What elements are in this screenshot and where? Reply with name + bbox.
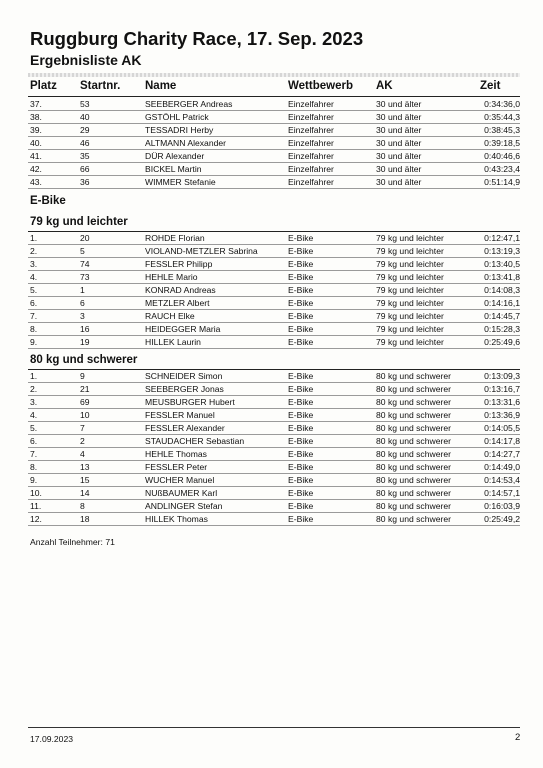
cell-wettbewerb: E-Bike (288, 514, 314, 524)
cell-platz: 9. (30, 475, 38, 485)
table-row (0, 245, 543, 258)
table-row (0, 150, 543, 163)
cell-name: HEHLE Thomas (145, 449, 207, 459)
cell-zeit: 0:14:17,8 (484, 436, 520, 446)
cell-ak: 79 kg und leichter (376, 324, 444, 334)
cell-ak: 30 und älter (376, 164, 422, 174)
table-row (0, 474, 543, 487)
table-header-line (28, 96, 520, 97)
cell-ak: 80 kg und schwerer (376, 410, 451, 420)
cell-zeit: 0:13:09,3 (484, 371, 520, 381)
cell-platz: 8. (30, 462, 38, 472)
cell-name: METZLER Albert (145, 298, 210, 308)
table-row (0, 232, 543, 245)
cell-platz: 2. (30, 384, 38, 394)
cell-startnr: 10 (80, 410, 90, 420)
column-header-startnr: Startnr. (80, 80, 121, 92)
cell-ak: 80 kg und schwerer (376, 397, 451, 407)
cell-wettbewerb: E-Bike (288, 324, 314, 334)
cell-startnr: 36 (80, 177, 90, 187)
cell-startnr: 74 (80, 259, 90, 269)
cell-ak: 80 kg und schwerer (376, 449, 451, 459)
cell-wettbewerb: Einzelfahrer (288, 177, 334, 187)
cell-ak: 79 kg und leichter (376, 337, 444, 347)
cell-platz: 4. (30, 410, 38, 420)
cell-startnr: 5 (80, 246, 85, 256)
cell-wettbewerb: E-Bike (288, 384, 314, 394)
cell-name: HEHLE Mario (145, 272, 198, 282)
cell-zeit: 0:13:41,8 (484, 272, 520, 282)
cell-platz: 42. (30, 164, 42, 174)
page-subtitle: Ergebnisliste AK (30, 52, 142, 68)
cell-startnr: 2 (80, 436, 85, 446)
cell-ak: 80 kg und schwerer (376, 436, 451, 446)
cell-name: KONRAD Andreas (145, 285, 216, 295)
cell-ak: 79 kg und leichter (376, 285, 444, 295)
cell-ak: 79 kg und leichter (376, 272, 444, 282)
cell-wettbewerb: E-Bike (288, 246, 314, 256)
table-row (0, 310, 543, 323)
cell-startnr: 35 (80, 151, 90, 161)
table-row (0, 487, 543, 500)
table-row (0, 124, 543, 137)
header-divider (28, 73, 520, 77)
cell-zeit: 0:14:49,0 (484, 462, 520, 472)
table-row (0, 163, 543, 176)
cell-zeit: 0:34:36,0 (484, 99, 520, 109)
cell-platz: 40. (30, 138, 42, 148)
cell-startnr: 53 (80, 99, 90, 109)
table-row (0, 370, 543, 383)
cell-platz: 4. (30, 272, 38, 282)
cell-startnr: 18 (80, 514, 90, 524)
cell-zeit: 0:13:31,6 (484, 397, 520, 407)
cell-zeit: 0:14:57,1 (484, 488, 520, 498)
cell-platz: 8. (30, 324, 38, 334)
table-row (0, 435, 543, 448)
cell-name: MEUSBURGER Hubert (145, 397, 235, 407)
footer-date: 17.09.2023 (30, 734, 74, 744)
table-row (0, 448, 543, 461)
cell-name: SCHNEIDER Simon (145, 371, 223, 381)
cell-ak: 80 kg und schwerer (376, 423, 451, 433)
column-header-wettbewerb: Wettbewerb (288, 80, 353, 92)
participant-count: Anzahl Teilnehmer: 71 (30, 537, 115, 547)
page-number: 2 (515, 732, 521, 743)
table-row (0, 271, 543, 284)
cell-startnr: 14 (80, 488, 90, 498)
cell-platz: 43. (30, 177, 42, 187)
cell-wettbewerb: Einzelfahrer (288, 112, 334, 122)
cell-name: SEEBERGER Jonas (145, 384, 224, 394)
cell-platz: 1. (30, 233, 38, 243)
section-title: E-Bike (30, 195, 66, 207)
cell-startnr: 16 (80, 324, 90, 334)
cell-zeit: 0:40:46,6 (484, 151, 520, 161)
table-row (0, 513, 543, 526)
table-row (0, 258, 543, 271)
column-header-zeit: Zeit (480, 80, 501, 92)
footer-line (28, 727, 520, 728)
cell-startnr: 21 (80, 384, 90, 394)
cell-name: HILLEK Laurin (145, 337, 201, 347)
cell-platz: 10. (30, 488, 42, 498)
table-header (0, 80, 543, 96)
cell-wettbewerb: Einzelfahrer (288, 138, 334, 148)
cell-platz: 7. (30, 449, 38, 459)
cell-zeit: 0:13:16,7 (484, 384, 520, 394)
table-row (0, 461, 543, 474)
page-title: Ruggburg Charity Race, 17. Sep. 2023 (30, 28, 364, 49)
cell-wettbewerb: E-Bike (288, 436, 314, 446)
table-row (0, 396, 543, 409)
cell-startnr: 29 (80, 125, 90, 135)
table-row (0, 383, 543, 396)
cell-platz: 41. (30, 151, 42, 161)
cell-zeit: 0:38:45,3 (484, 125, 520, 135)
cell-ak: 30 und älter (376, 99, 422, 109)
cell-platz: 37. (30, 99, 42, 109)
table-row (0, 409, 543, 422)
cell-name: NUßBAUMER Karl (145, 488, 218, 498)
cell-startnr: 7 (80, 423, 85, 433)
cell-wettbewerb: E-Bike (288, 410, 314, 420)
cell-name: FESSLER Alexander (145, 423, 225, 433)
cell-zeit: 0:25:49,6 (484, 337, 520, 347)
cell-name: VIOLAND-METZLER Sabrina (145, 246, 258, 256)
cell-wettbewerb: E-Bike (288, 285, 314, 295)
cell-zeit: 0:25:49,2 (484, 514, 520, 524)
cell-ak: 80 kg und schwerer (376, 384, 451, 394)
cell-startnr: 19 (80, 337, 90, 347)
cell-platz: 39. (30, 125, 42, 135)
cell-zeit: 0:14:05,5 (484, 423, 520, 433)
cell-zeit: 0:15:28,3 (484, 324, 520, 334)
cell-ak: 80 kg und schwerer (376, 488, 451, 498)
cell-ak: 30 und älter (376, 125, 422, 135)
cell-wettbewerb: E-Bike (288, 311, 314, 321)
cell-name: DÜR Alexander (145, 151, 205, 161)
cell-zeit: 0:16:03,9 (484, 501, 520, 511)
cell-name: GSTÖHL Patrick (145, 112, 209, 122)
column-header-name: Name (145, 80, 177, 92)
cell-platz: 1. (30, 371, 38, 381)
cell-wettbewerb: E-Bike (288, 488, 314, 498)
cell-startnr: 1 (80, 285, 85, 295)
cell-ak: 79 kg und leichter (376, 259, 444, 269)
cell-startnr: 13 (80, 462, 90, 472)
cell-wettbewerb: Einzelfahrer (288, 164, 334, 174)
table-row (0, 111, 543, 124)
table-row (0, 422, 543, 435)
cell-zeit: 0:43:23,4 (484, 164, 520, 174)
cell-platz: 5. (30, 423, 38, 433)
cell-startnr: 9 (80, 371, 85, 381)
cell-startnr: 40 (80, 112, 90, 122)
cell-platz: 7. (30, 311, 38, 321)
cell-ak: 80 kg und schwerer (376, 462, 451, 472)
cell-name: BICKEL Martin (145, 164, 202, 174)
cell-platz: 6. (30, 298, 38, 308)
cell-ak: 79 kg und leichter (376, 233, 444, 243)
cell-wettbewerb: E-Bike (288, 298, 314, 308)
cell-platz: 5. (30, 285, 38, 295)
cell-wettbewerb: E-Bike (288, 423, 314, 433)
table-row (0, 284, 543, 297)
group-title: 80 kg und schwerer (30, 354, 138, 366)
column-header-ak: AK (376, 80, 393, 92)
cell-zeit: 0:14:45,7 (484, 311, 520, 321)
cell-ak: 30 und älter (376, 151, 422, 161)
cell-wettbewerb: E-Bike (288, 501, 314, 511)
cell-zeit: 0:35:44,3 (484, 112, 520, 122)
table-row (0, 137, 543, 150)
cell-wettbewerb: E-Bike (288, 371, 314, 381)
cell-ak: 80 kg und schwerer (376, 514, 451, 524)
cell-name: HEIDEGGER Maria (145, 324, 221, 334)
cell-zeit: 0:13:36,9 (484, 410, 520, 420)
cell-startnr: 15 (80, 475, 90, 485)
cell-zeit: 0:12:47,1 (484, 233, 520, 243)
cell-zeit: 0:14:08,3 (484, 285, 520, 295)
cell-startnr: 20 (80, 233, 90, 243)
cell-wettbewerb: E-Bike (288, 233, 314, 243)
cell-zeit: 0:14:16,1 (484, 298, 520, 308)
cell-startnr: 4 (80, 449, 85, 459)
cell-name: STAUDACHER Sebastian (145, 436, 245, 446)
cell-name: FESSLER Philipp (145, 259, 213, 269)
cell-name: FESSLER Peter (145, 462, 208, 472)
cell-zeit: 0:13:19,3 (484, 246, 520, 256)
cell-zeit: 0:13:40,5 (484, 259, 520, 269)
cell-name: TESSADRI Herby (145, 125, 214, 135)
cell-name: ROHDE Florian (145, 233, 205, 243)
cell-wettbewerb: Einzelfahrer (288, 125, 334, 135)
cell-name: SEEBERGER Andreas (145, 99, 233, 109)
cell-ak: 79 kg und leichter (376, 298, 444, 308)
cell-startnr: 6 (80, 298, 85, 308)
cell-platz: 6. (30, 436, 38, 446)
cell-platz: 9. (30, 337, 38, 347)
column-header-platz: Platz (30, 80, 57, 92)
cell-ak: 80 kg und schwerer (376, 475, 451, 485)
table-row (0, 500, 543, 513)
cell-wettbewerb: E-Bike (288, 337, 314, 347)
cell-platz: 38. (30, 112, 42, 122)
cell-ak: 80 kg und schwerer (376, 501, 451, 511)
cell-zeit: 0:39:18,5 (484, 138, 520, 148)
cell-platz: 3. (30, 259, 38, 269)
cell-name: FESSLER Manuel (145, 410, 215, 420)
cell-name: HILLEK Thomas (145, 514, 208, 524)
table-row (0, 176, 543, 189)
cell-zeit: 0:51:14,9 (484, 177, 520, 187)
table-row (0, 323, 543, 336)
cell-platz: 2. (30, 246, 38, 256)
cell-startnr: 8 (80, 501, 85, 511)
cell-wettbewerb: E-Bike (288, 397, 314, 407)
cell-platz: 3. (30, 397, 38, 407)
cell-wettbewerb: E-Bike (288, 475, 314, 485)
group-title: 79 kg und leichter (30, 216, 128, 228)
cell-zeit: 0:14:27,7 (484, 449, 520, 459)
cell-startnr: 69 (80, 397, 90, 407)
cell-wettbewerb: E-Bike (288, 272, 314, 282)
cell-startnr: 66 (80, 164, 90, 174)
cell-wettbewerb: Einzelfahrer (288, 151, 334, 161)
cell-wettbewerb: E-Bike (288, 259, 314, 269)
cell-ak: 30 und älter (376, 138, 422, 148)
cell-name: ALTMANN Alexander (145, 138, 227, 148)
table-row (0, 98, 543, 111)
cell-ak: 80 kg und schwerer (376, 371, 451, 381)
cell-name: WIMMER Stefanie (145, 177, 216, 187)
cell-zeit: 0:14:53,4 (484, 475, 520, 485)
cell-ak: 79 kg und leichter (376, 246, 444, 256)
cell-startnr: 3 (80, 311, 85, 321)
cell-startnr: 73 (80, 272, 90, 282)
cell-platz: 11. (30, 501, 42, 511)
cell-ak: 79 kg und leichter (376, 311, 444, 321)
cell-ak: 30 und älter (376, 177, 422, 187)
cell-name: WUCHER Manuel (145, 475, 215, 485)
cell-name: RAUCH Elke (145, 311, 195, 321)
cell-ak: 30 und älter (376, 112, 422, 122)
cell-wettbewerb: Einzelfahrer (288, 99, 334, 109)
table-row (0, 336, 543, 349)
table-row (0, 297, 543, 310)
cell-wettbewerb: E-Bike (288, 462, 314, 472)
cell-platz: 12. (30, 514, 42, 524)
cell-startnr: 46 (80, 138, 90, 148)
cell-name: ANDLINGER Stefan (145, 501, 223, 511)
cell-wettbewerb: E-Bike (288, 449, 314, 459)
